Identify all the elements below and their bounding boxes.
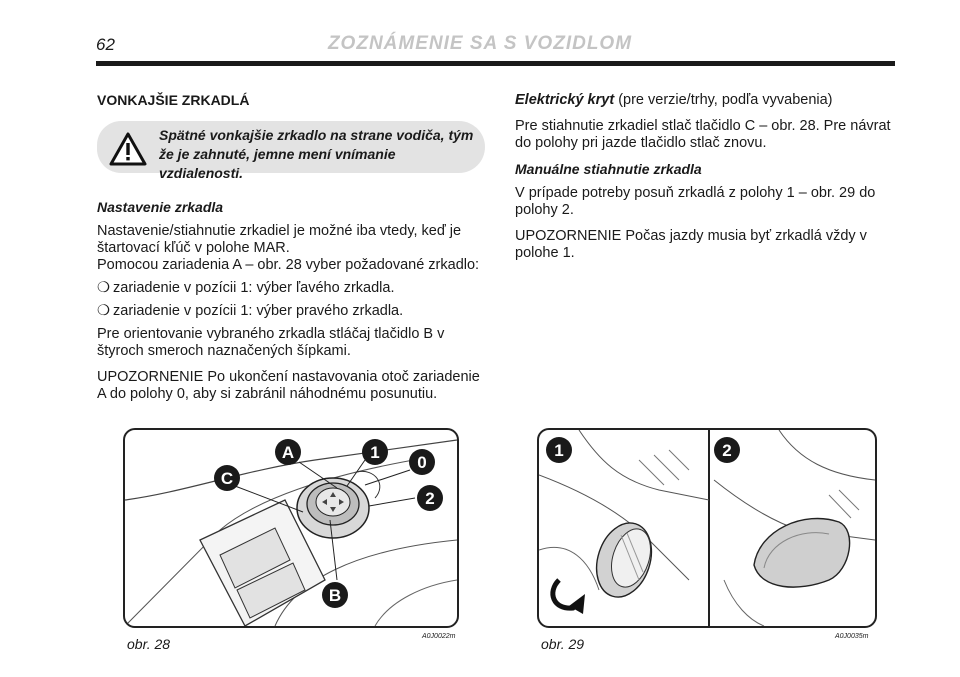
- callout-2-label: 2: [722, 441, 732, 460]
- callout-a: [275, 439, 301, 465]
- callout-0: [409, 449, 435, 475]
- bullet-circle-icon: ❍: [97, 280, 110, 296]
- subheading-manual-fold: Manuálne stiahnutie zrkadla: [515, 161, 702, 177]
- callout-1-label: 1: [370, 443, 380, 462]
- callout-c-label: C: [220, 469, 234, 488]
- warning-text: Spätné vonkajšie zrkadlo na strane vodiča, tým že je zahnuté, jemne mení vnímanie vzdialenosti.: [159, 127, 474, 181]
- callout-c: [214, 465, 240, 491]
- mirror-fold-illustration: [539, 430, 875, 626]
- bullet-circle-icon: ❍: [97, 303, 110, 319]
- page-title: ZOZNÁMENIE SA S VOZIDLOM: [327, 33, 633, 54]
- figure-28-mirror-control: [123, 428, 459, 628]
- callout-b: [322, 582, 348, 608]
- electric-cover-note: (pre verzie/trhy, podľa vyvabenia): [618, 92, 833, 108]
- callout-2-label: 2: [425, 489, 435, 508]
- figure-28-caption: obr. 28: [127, 636, 171, 652]
- figure-28-code: A0J0022m: [422, 633, 456, 640]
- figure-29-mirror-fold: [537, 428, 877, 628]
- list-item-text: zariadenie v pozícii 1: výber ľavého zrkadla.: [113, 280, 395, 296]
- list-item: [97, 303, 485, 320]
- paragraph: Pre stiahnutie zrkadiel stlač tlačidlo C – obr. 28. Pre návrat do polohy pri jazde tlačidlo stlač znovu.: [515, 118, 891, 151]
- callout-2: [417, 485, 443, 511]
- paragraph: UPOZORNENIE Počas jazdy musia byť zrkadlá vždy v polohe 1.: [515, 228, 867, 261]
- callout-1: [546, 437, 572, 463]
- header-rule: [96, 61, 895, 66]
- paragraph: V prípade potreby posuň zrkadlá z polohy 1 – obr. 29 do polohy 2.: [515, 185, 876, 218]
- figure-29-caption: obr. 29: [541, 636, 585, 652]
- page-number: 62: [96, 35, 115, 54]
- list-item-text: zariadenie v pozícii 1: výber pravého zrkadla.: [113, 303, 404, 319]
- callout-1: [362, 439, 388, 465]
- callout-1-label: 1: [554, 441, 564, 460]
- paragraph: UPOZORNENIE Po ukončení nastavovania otoč zariadenie A do polohy 0, aby si zabránil náhodnému posunutiu.: [97, 369, 480, 402]
- electric-cover-paragraph: [515, 92, 900, 109]
- paragraph: Pre orientovanie vybraného zrkadla stláčaj tlačidlo B v štyroch smeroch naznačených šípkami.: [97, 326, 445, 359]
- list-item: [97, 280, 485, 297]
- mirror-control-illustration: [125, 430, 457, 626]
- paragraph-text: Pomocou zariadenia A – obr. 28 vyber požadované zrkadlo:: [97, 257, 480, 273]
- right-column: [515, 92, 900, 271]
- warning-triangle-icon: [109, 132, 147, 166]
- callout-b-label: B: [328, 586, 342, 605]
- left-column: [97, 92, 485, 412]
- figure-29-code: A0J0035m: [835, 633, 869, 640]
- section-heading: VONKAJŠIE ZRKADLÁ: [97, 92, 250, 108]
- callout-a-label: A: [281, 443, 295, 462]
- paragraph-text: Nastavenie/stiahnutie zrkadiel je možné iba vtedy, keď je štartovací kľúč v polohe MAR.: [97, 223, 462, 256]
- subheading-mirror-adjust: Nastavenie zrkadla: [97, 199, 224, 215]
- paragraph: [97, 223, 485, 274]
- electric-cover-title: Elektrický kryt: [515, 92, 615, 108]
- callout-2: [714, 437, 740, 463]
- warning-box: [97, 121, 485, 181]
- callout-0-label: 0: [417, 453, 427, 472]
